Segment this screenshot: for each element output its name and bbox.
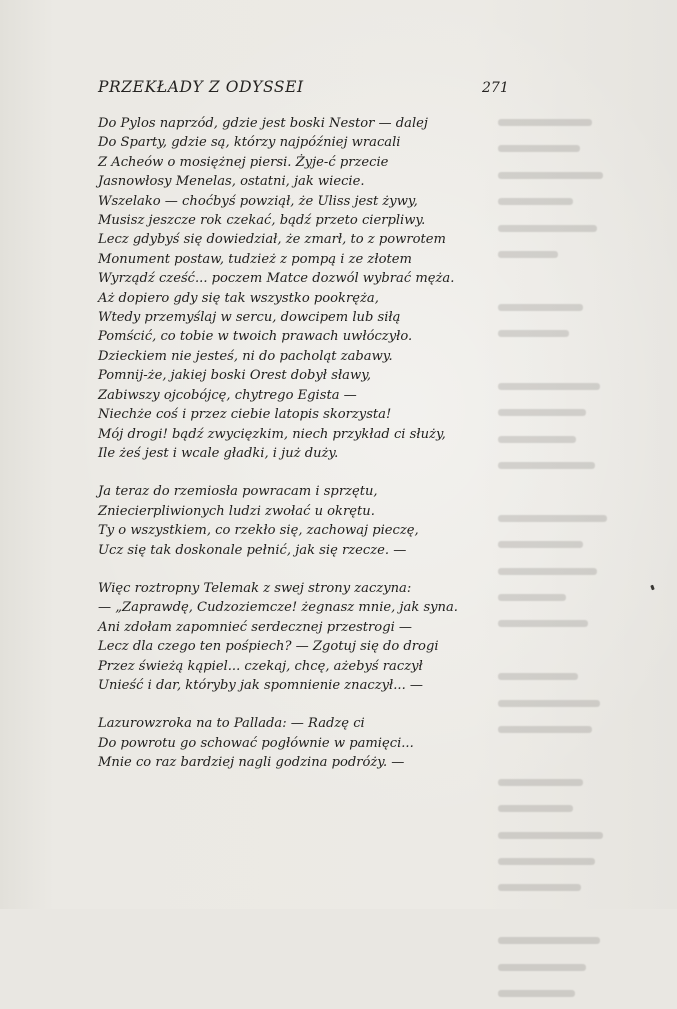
running-header: PRZEKŁADY Z ODYSSEI xyxy=(98,78,304,96)
poem-line: Lazurowzroka na to Pallada: — Radzę ci xyxy=(98,716,365,732)
poem-line: Zabiwszy ojcobójcę, chytrego Egista — xyxy=(98,387,357,403)
stanza xyxy=(98,579,518,695)
stanza xyxy=(98,482,518,560)
poem-line: Z Acheów o mosiężnej piersi. Żyje-ć przecie xyxy=(98,154,389,170)
poem-line: Wyrządź cześć... poczem Matce dozwól wybrać męża. xyxy=(98,271,455,287)
poem-line: Ucz się tak doskonale pełnić, jak się rzecze. — xyxy=(98,542,407,558)
poem-line: Niechże coś i przez ciebie latopis skorzysta! xyxy=(98,407,392,423)
poem-line: Wszelako — choćbyś powziął, że Uliss jest żywy, xyxy=(98,193,418,209)
page-number: 271 xyxy=(482,80,509,96)
poem-line: Musisz jeszcze rok czekać, bądź przeto cierpliwy. xyxy=(98,213,426,229)
poem-line: Lecz dla czego ten pośpiech? — Zgotuj się do drogi xyxy=(98,639,439,655)
poem-line: Aż dopiero gdy się tak wszystko pookręża, xyxy=(98,290,379,306)
poem-line: Ani zdołam zapomnieć serdecznej przestrogi — xyxy=(98,619,413,635)
poem-line: Do powrotu go schować pogłównie w pamięci... xyxy=(98,735,414,751)
poem-line: Do Sparty, gdzie są, którzy najpóźniej wracali xyxy=(98,135,401,151)
poem-line: Monument postaw, tudzież z pompą i ze złotem xyxy=(98,251,412,267)
stanza xyxy=(98,114,518,463)
poem-line: Ty o wszystkiem, co rzekło się, zachowaj pieczę, xyxy=(98,523,419,539)
poem-body xyxy=(98,114,518,792)
poem-line: Unieść i dar, któryby jak spomnienie znaczył... — xyxy=(98,677,423,693)
poem-line: Jasnowłosy Menelas, ostatni, jak wiecie. xyxy=(98,174,365,190)
poem-line: Lecz gdybyś się dowiedział, że zmarł, to z powrotem xyxy=(98,232,446,248)
poem-line: Mnie co raz bardziej nagli godzina podróży. — xyxy=(98,755,405,771)
poem-line: Przez świeżą kąpiel... czekaj, chcę, ażebyś raczył xyxy=(98,658,423,674)
stanza xyxy=(98,714,518,772)
poem-line: Do Pylos naprzód, gdzie jest boski Nestor — dalej xyxy=(98,116,428,131)
poem-line: Ja teraz do rzemiosła powracam i sprzętu, xyxy=(98,484,378,500)
poem-line: Pomnij-że, jakiej boski Orest dobył sławy, xyxy=(98,368,372,384)
poem-line: Mój drogi! bądź zwycięzkim, niech przykład ci służy, xyxy=(98,426,446,442)
poem-line: Zniecierpliwionych ludzi zwołać u okrętu. xyxy=(98,503,375,519)
poem-line: Dzieckiem nie jesteś, ni do pacholąt zabawy. xyxy=(98,348,393,364)
poem-line: — „Zaprawdę, Cudzoziemcze! żegnasz mnie, jak syna. xyxy=(98,600,458,616)
poem-line: Więc roztropny Telemak z swej strony zaczyna: xyxy=(98,580,412,596)
show-through-text xyxy=(498,112,668,752)
poem-line: Wtedy przemyślaj w sercu, dowcipem lub siłą xyxy=(98,310,401,326)
poem-line: Ile żeś jest i wcale gładki, i już duży. xyxy=(98,445,339,461)
poem-line: Pomścić, co tobie w twoich prawach uwłóczyło. xyxy=(98,329,413,345)
